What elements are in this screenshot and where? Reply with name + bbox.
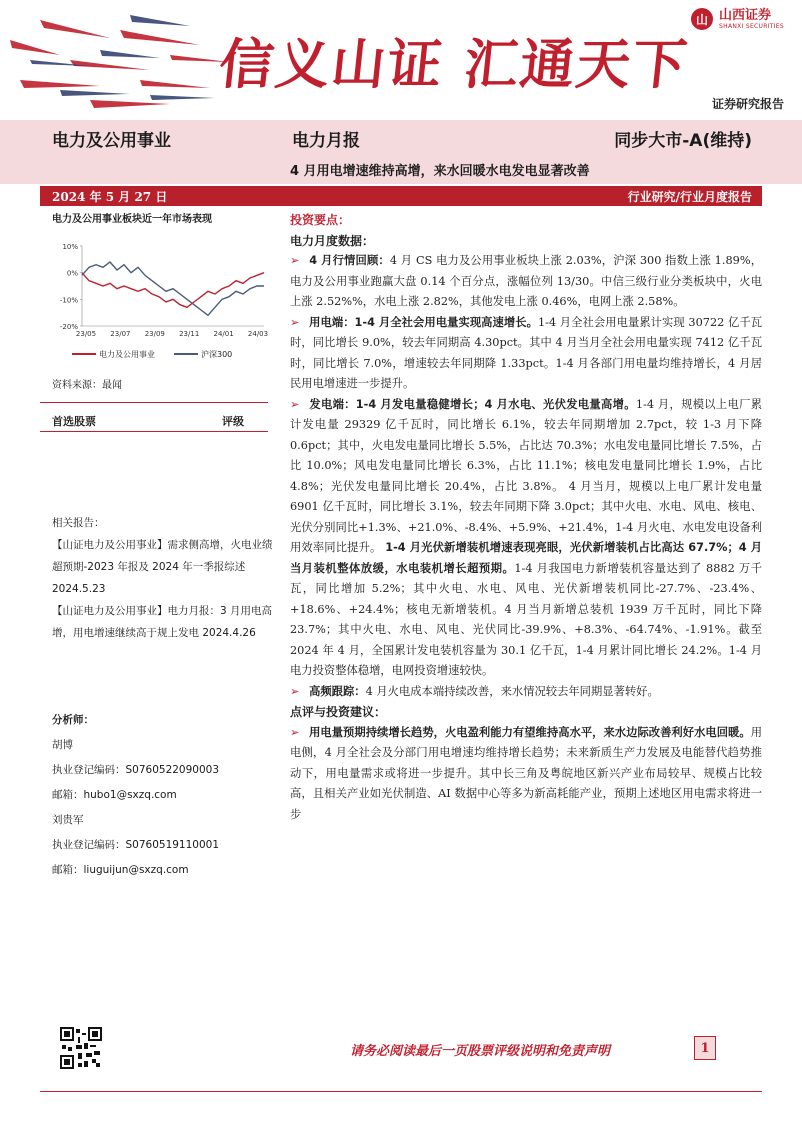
analyst-name: 胡博 (52, 739, 73, 751)
related-reports (52, 512, 274, 644)
paragraph-tracking (290, 682, 762, 703)
related-title: 相关报告： (52, 517, 105, 529)
paragraph-consumption (290, 313, 762, 395)
analyst-cert: 执业登记编码：S0760522090003 (52, 764, 220, 776)
report-type: 证券研究报告 (711, 97, 784, 111)
report-category: 行业研究/行业月度报告 (627, 190, 752, 204)
industry-rating: 同步大市-A(维持) (614, 131, 752, 151)
bullet-arrow-icon: ➢ (290, 684, 300, 698)
x-tick-label: 24/03 (247, 330, 269, 338)
picks-title: 首选股票 (52, 415, 96, 428)
paragraph-text: 1-4 月全社会用电量累计实现 30722 亿千瓦时，同比增长 9.0%，较去年同期高 4.30pct。其中 4 月当月全社会用电量实现 7412 亿千瓦时，同比增长 7.0%，增速较去年同期降 1.33pct。1-4 月各部门用电量均维持增长，4 月居民用电增速进一步提升。 (290, 315, 762, 390)
brand-mark-icon: 山 (691, 8, 713, 30)
y-tick-label: -20% (59, 323, 78, 331)
bullet-arrow-icon: ➢ (290, 397, 300, 411)
footer-line (40, 1091, 762, 1092)
paragraph-text: 1-4 月我国电力新增装机容量达到了 8882 万千瓦，同比增加 5.2%；其中火电、水电、风电、光伏新增装机同比-27.7%、-23.4%、+18.6%、+24.4%；核电无新增装机。4 月当月新增总装机 1939 万千瓦时，同比下降 23.7%；其中火电、水电、风电、光伏同比-39.9%、+8.3%、-64.74%、-1.91%。截至 2024 年 4 月，全国累计发电装机容量为 30.1 亿千瓦，1-4 月累计同比增长 24.2%。1-4 月电力投资整体稳增，电网投资增速较快。 (290, 561, 762, 677)
headline: 4 月用电增速维持高增，来水回暖水电发电显著改善 (290, 164, 590, 179)
paragraph-text: 4 月火电成本端持续改善，来水情况较去年同期显著转好。 (365, 684, 659, 698)
bullet-arrow-icon: ➢ (290, 315, 300, 329)
paragraph-text: 4 月 CS 电力及公用事业板块上涨 2.03%，沪深 300 指数上涨 1.89%，电力及公用事业跑赢大盘 0.14 个百分点，涨幅位列 13/30。中信三级行业分类板块中，火电上涨 2.52%%，水电上涨 2.82%，其他发电上涨 0.46%，电网上涨 2.58%。 (290, 254, 763, 308)
legend-label: 沪深300 (201, 350, 233, 359)
analyst-title: 分析师： (52, 714, 94, 726)
related-report-2[interactable]: 【山证电力及公用事业】电力月报：3 月用电高增，用电增速继续高于规上发电 2024.4.26 (52, 605, 273, 639)
report-date: 2024 年 5 月 27 日 (52, 190, 168, 204)
paragraph-suggestion (290, 723, 762, 826)
bullet-arrow-icon: ➢ (290, 254, 300, 267)
x-tick-label: 23/11 (179, 330, 200, 338)
paragraph-title: 用电端：1-4 月全社会用电量实现高速增长。 (309, 315, 538, 329)
comment-title: 点评与投资建议： (290, 705, 387, 719)
x-tick-label: 23/09 (144, 330, 165, 338)
chart-source: 资料来源：最闻 (52, 380, 122, 391)
series-line-power-utilities (82, 273, 264, 308)
report-header (0, 0, 802, 120)
main-content (290, 210, 762, 825)
paragraph-generation (290, 395, 762, 682)
paragraph-title: 4 月行情回顾： (309, 254, 390, 267)
analyst-email[interactable]: 邮箱：liuguijun@sxzq.com (52, 864, 189, 876)
monthly-data-title: 电力月度数据： (290, 233, 375, 248)
report-name: 电力月报 (292, 131, 360, 151)
paragraph-title: 高频跟踪： (309, 684, 366, 698)
page-number: 1 (694, 1036, 716, 1060)
analyst-name: 刘贵军 (52, 814, 84, 826)
legend-label: 电力及公用事业 (99, 350, 155, 359)
analyst-info (52, 708, 274, 883)
paragraph-subtitle: 1-4 月光伏新增装机增速表现亮眼，光伏新增装机占比高达 67.7%；4 月当月装机整体放缓，水电装机增长超预期。 (290, 541, 762, 575)
paragraph-title: 用电量预期持续增长趋势，火电盈利能力有望维持高水平，来水边际改善利好水电回暖。 (309, 725, 751, 739)
paragraph-title: 发电端：1-4 月发电量稳健增长；4 月水电、光伏发电量高增。 (309, 397, 636, 411)
brand-name: 山西证券 (719, 7, 772, 23)
analyst-cert: 执业登记编码：S0760519110001 (52, 839, 220, 851)
picks-rating-header: 评级 (222, 415, 244, 428)
invest-points-title: 投资要点： (290, 213, 351, 227)
y-tick-label: 0% (66, 269, 78, 278)
x-tick-label: 24/01 (213, 330, 234, 338)
sector-title: 电力及公用事业 (52, 131, 171, 151)
qr-code-icon (60, 1027, 102, 1069)
chart-title: 电力及公用事业板块近一年市场表现 (52, 214, 212, 225)
y-tick-label: -10% (59, 296, 78, 305)
slogan: 信义山证 汇通天下 (216, 32, 692, 96)
market-performance-chart (52, 240, 272, 370)
paragraph-text: 1-4 月，规模以上电厂累计发电量 29329 亿千瓦时，同比增长 6.1%，较去年同期增加 2.7pct，较 1-3 月下降 0.6pct；其中，火电发电量同比增长 5.5%，占比达 70.3%；水电发电量同比增长 7.5%，占比 10.0%；风电发电量同比增长 6.3%，占比 11.1%；核电发电量同比增长 1.9%，占比 4.8%；光伏发电量同比增长 20.4%，占比 3.8%。 4 月当月，规模以上电厂累计发电量 6901 亿千瓦时，同比增长 3.1%，较去年同期下降 3.0pct；其中火电、水电、风电、核电、光伏分别同比+1.3%、+21.0%、-8.4%、+5.9%、+21.4%，1-4 月火电、水电发电设备利用效率同比提升。 (290, 397, 762, 554)
bullet-arrow-icon: ➢ (290, 725, 300, 739)
paragraph-text: 用电侧，4 月全社会及分部门用电增速均维持增长趋势；未来新质生产力发展及电能替代趋势推动下，用电量需求或将进一步提升。其中长三角及粤皖地区新兴产业布局较早、规模占比较高，且相关产业如光伏制造、AI 数据中心等多为新高耗能产业，预期上述地区用电需求将进一步 (290, 725, 762, 821)
paragraph-market-review (290, 251, 762, 313)
series-line-csi300 (82, 262, 264, 315)
related-report-1[interactable]: 【山证电力及公用事业】需求侧高增，火电业绩超预期-2023 年报及 2024 年一季报综述 2024.5.23 (52, 539, 273, 595)
x-tick-label: 23/05 (75, 330, 97, 338)
y-tick-label: 10% (62, 243, 78, 251)
analyst-email[interactable]: 邮箱：hubo1@sxzq.com (52, 789, 177, 801)
brand-logo (691, 8, 784, 30)
brand-name-en: SHANXI SECURITIES (719, 22, 784, 30)
x-tick-label: 23/07 (110, 330, 131, 338)
disclaimer: 请务必阅读最后一页股票评级说明和免责声明 (350, 1044, 611, 1059)
